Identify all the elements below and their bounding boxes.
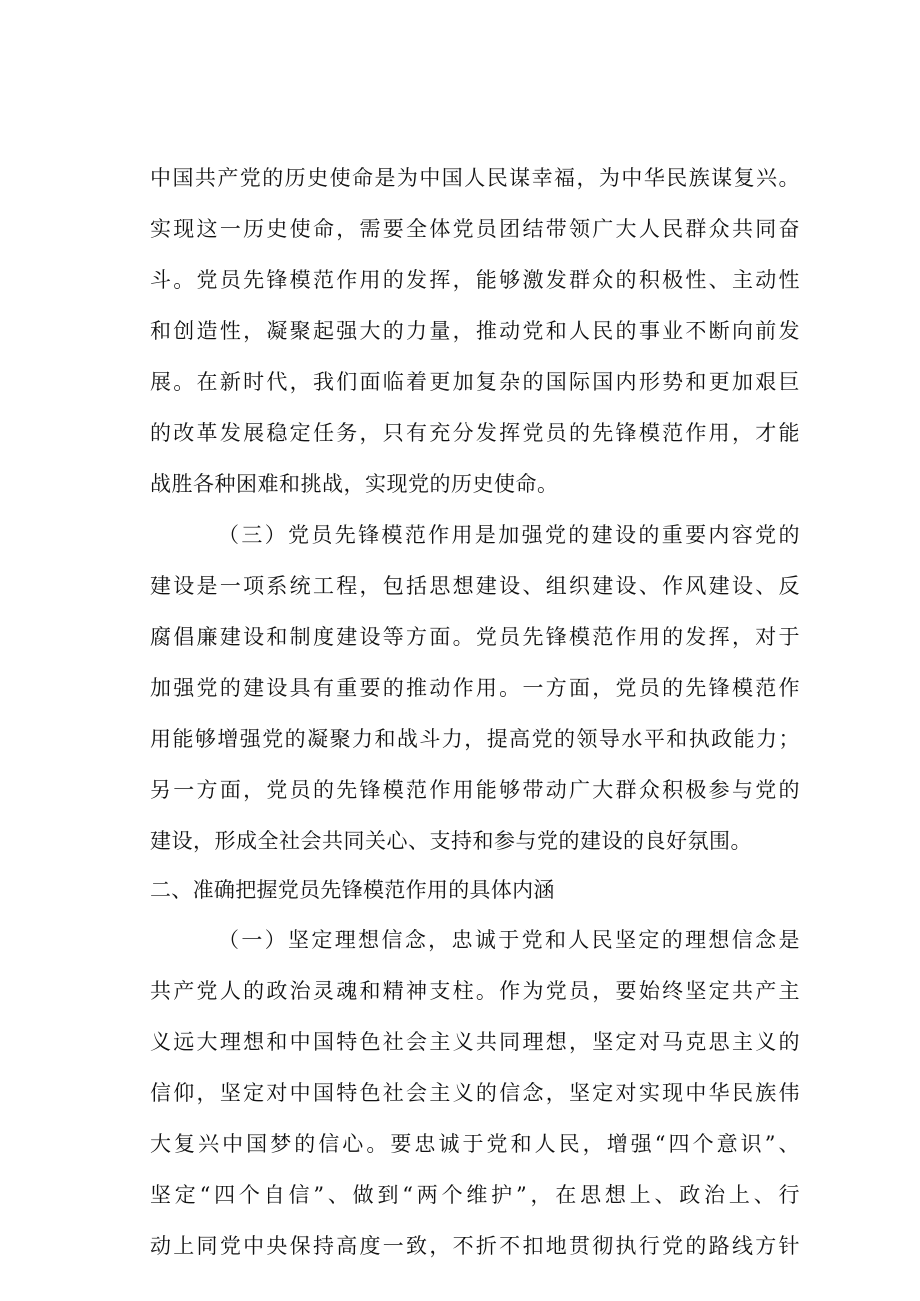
paragraph-1-line-1: 中国共产党的历史使命是为中国人民谋幸福，为中华民族谋复兴。 bbox=[150, 166, 800, 190]
paragraph-3-line-1: （一）坚定理想信念，忠诚于党和人民坚定的理想信念是 bbox=[218, 928, 800, 952]
paragraph-2-line-3: 腐倡廉建设和制度建设等方面。党员先锋模范作用的发挥，对于 bbox=[150, 625, 800, 649]
paragraph-1-line-3: 斗。党员先锋模范作用的发挥，能够激发群众的积极性、主动性 bbox=[150, 268, 800, 292]
paragraph-3-line-6: 坚定“四个自信”、做到“两个维护”，在思想上、政治上、行 bbox=[150, 1183, 800, 1207]
section-heading: 二、准确把握党员先锋模范作用的具体内涵 bbox=[150, 878, 555, 902]
paragraph-1-line-5: 展。在新时代，我们面临着更加复杂的国际国内形势和更加艰巨 bbox=[150, 370, 800, 394]
paragraph-2-line-2: 建设是一项系统工程，包括思想建设、组织建设、作风建设、反 bbox=[150, 574, 800, 598]
paragraph-3-line-5: 大复兴中国梦的信心。要忠诚于党和人民，增强“四个意识”、 bbox=[150, 1132, 800, 1156]
paragraph-1-line-7: 战胜各种困难和挑战，实现党的历史使命。 bbox=[150, 472, 559, 496]
paragraph-2-line-7: 建设，形成全社会共同关心、支持和参与党的建设的良好氛围。 bbox=[150, 829, 752, 853]
paragraph-2-line-5: 用能够增强党的凝聚力和战斗力，提高党的领导水平和执政能力； bbox=[150, 727, 800, 751]
paragraph-2-line-4: 加强党的建设具有重要的推动作用。一方面，党员的先锋模范作 bbox=[150, 676, 800, 700]
paragraph-3-line-7: 动上同党中央保持高度一致，不折不扣地贯彻执行党的路线方针 bbox=[150, 1234, 800, 1258]
paragraph-1-line-6: 的改革发展稳定任务，只有充分发挥党员的先锋模范作用，才能 bbox=[150, 421, 800, 445]
paragraph-1-line-4: 和创造性，凝聚起强大的力量，推动党和人民的事业不断向前发 bbox=[150, 319, 800, 343]
paragraph-1-line-2: 实现这一历史使命，需要全体党员团结带领广大人民群众共同奋 bbox=[150, 217, 800, 241]
paragraph-3-line-2: 共产党人的政治灵魂和精神支柱。作为党员，要始终坚定共产主 bbox=[150, 979, 800, 1003]
paragraph-2-line-1: （三）党员先锋模范作用是加强党的建设的重要内容党的 bbox=[218, 523, 800, 547]
paragraph-3-line-4: 信仰，坚定对中国特色社会主义的信念，坚定对实现中华民族伟 bbox=[150, 1081, 800, 1105]
paragraph-2-line-6: 另一方面，党员的先锋模范作用能够带动广大群众积极参与党的 bbox=[150, 778, 800, 802]
paragraph-3-line-3: 义远大理想和中国特色社会主义共同理想，坚定对马克思主义的 bbox=[150, 1030, 800, 1054]
